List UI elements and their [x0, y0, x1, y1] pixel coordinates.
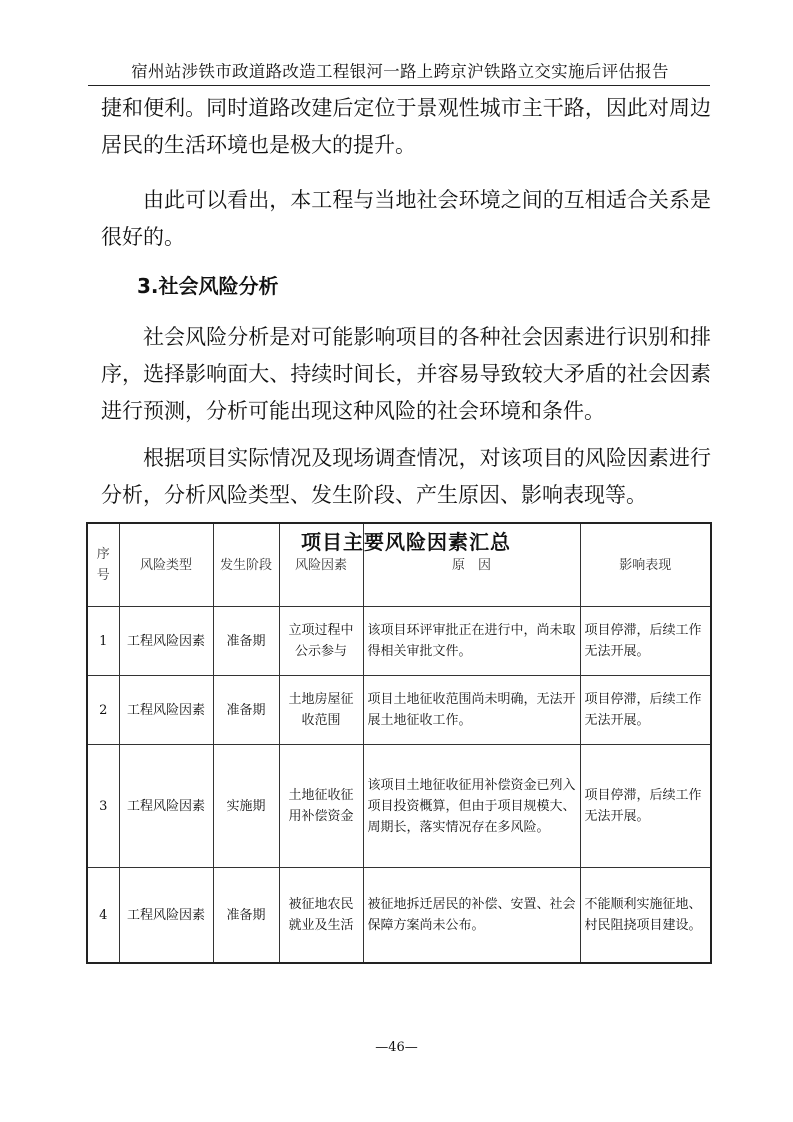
cell-risk-type: 工程风险因素: [119, 607, 213, 676]
paragraph-continuation: 捷和便利。同时道路改建后定位于景观性城市主干路，因此对周边居民的生活环境也是极大的提升。: [101, 96, 711, 157]
cell-no: 2: [87, 676, 119, 745]
table-row: [87, 745, 711, 868]
cell-no: 4: [87, 868, 119, 964]
header-cause: 原 因: [363, 523, 580, 607]
cell-impact: 项目停滞，后续工作无法开展。: [580, 745, 711, 868]
page-header-title: 宿州站涉铁市政道路改造工程银河一路上跨京沪铁路立交实施后评估报告: [131, 62, 669, 81]
cell-cause: 被征地拆迁居民的补偿、安置、社会保障方案尚未公布。: [363, 868, 580, 964]
header-stage: 发生阶段: [213, 523, 279, 607]
table-row: [87, 676, 711, 745]
document-body: [101, 90, 711, 575]
header-no: 序号: [87, 523, 119, 607]
cell-factor: 土地征收征用补偿资金: [279, 745, 363, 868]
section-heading: 3.社会风险分析: [137, 274, 279, 298]
cell-factor: 立项过程中公示参与: [279, 607, 363, 676]
paragraph-method: 根据项目实际情况及现场调查情况，对该项目的风险因素进行分析，分析风险类型、发生阶段、产生原因、影响表现等。: [101, 446, 711, 507]
cell-risk-type: 工程风险因素: [119, 676, 213, 745]
table-row: [87, 607, 711, 676]
paragraph-conclusion: 由此可以看出，本工程与当地社会环境之间的互相适合关系是很好的。: [101, 188, 711, 249]
table-header-row: [87, 523, 711, 607]
cell-risk-type: 工程风险因素: [119, 868, 213, 964]
page-number: —46—: [375, 1040, 418, 1055]
cell-cause: 该项目环评审批正在进行中，尚未取得相关审批文件。: [363, 607, 580, 676]
header-factor: 风险因素: [279, 523, 363, 607]
table-row: [87, 868, 711, 964]
header-divider: [88, 85, 710, 86]
cell-stage: 实施期: [213, 745, 279, 868]
cell-cause: 该项目土地征收征用补偿资金已列入项目投资概算，但由于项目规模大、周期长，落实情况存在多风险。: [363, 745, 580, 868]
cell-impact: 项目停滞，后续工作无法开展。: [580, 676, 711, 745]
cell-impact: 不能顺利实施征地、村民阻挠项目建设。: [580, 868, 711, 964]
cell-factor: 被征地农民就业及生活: [279, 868, 363, 964]
cell-impact: 项目停滞，后续工作无法开展。: [580, 607, 711, 676]
cell-stage: 准备期: [213, 607, 279, 676]
cell-cause: 项目土地征收范围尚未明确，无法开展土地征收工作。: [363, 676, 580, 745]
header-impact: 影响表现: [580, 523, 711, 607]
cell-risk-type: 工程风险因素: [119, 745, 213, 868]
risk-factors-table: [86, 522, 712, 964]
cell-stage: 准备期: [213, 676, 279, 745]
cell-stage: 准备期: [213, 868, 279, 964]
cell-factor: 土地房屋征收范围: [279, 676, 363, 745]
paragraph-definition: 社会风险分析是对可能影响项目的各种社会因素进行识别和排序，选择影响面大、持续时间长，并容易导致较大矛盾的社会因素进行预测，分析可能出现这种风险的社会环境和条件。: [101, 325, 711, 423]
header-risk-type: 风险类型: [119, 523, 213, 607]
cell-no: 1: [87, 607, 119, 676]
table-title: 项目主要风险因素汇总: [301, 530, 511, 554]
cell-no: 3: [87, 745, 119, 868]
